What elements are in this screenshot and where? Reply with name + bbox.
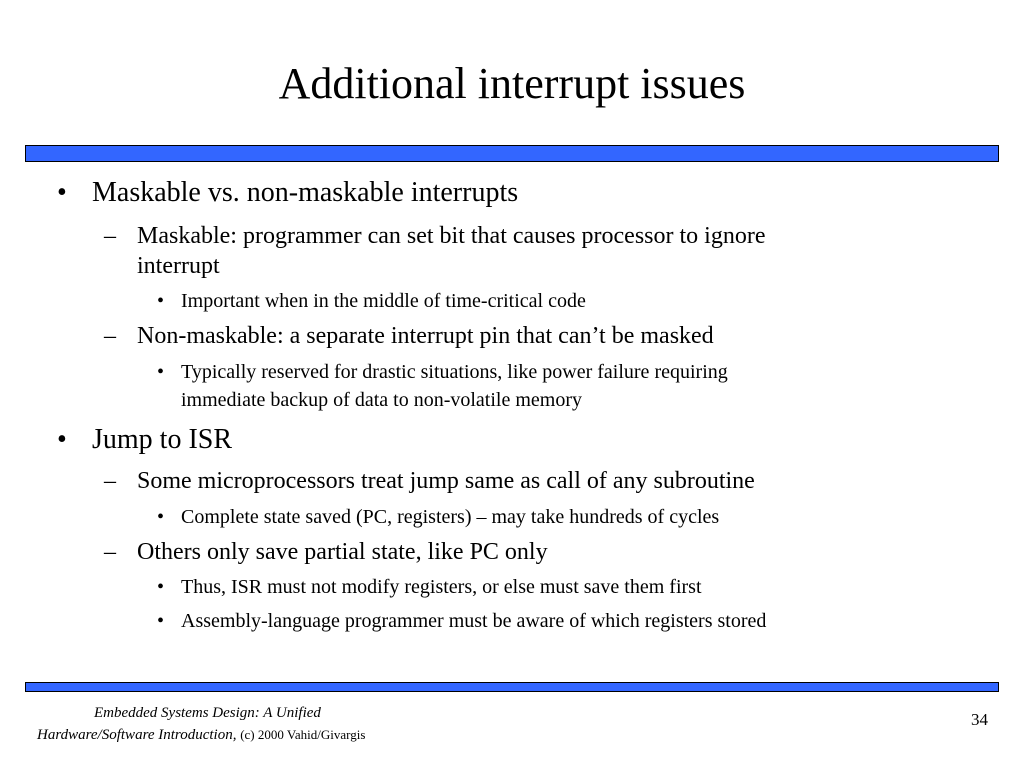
sub-sub-bullet-text: Typically reserved for drastic situations, like power failure requiring (181, 361, 728, 383)
sub-bullet-marker: – (104, 223, 116, 249)
sub-bullet-text: Maskable: programmer can set bit that causes processor to ignore (137, 223, 766, 249)
sub-sub-bullet-text: Complete state saved (PC, registers) – may take hundreds of cycles (181, 506, 720, 528)
slide-title: Additional interrupt issues (278, 59, 746, 108)
footer-book-title-line2: Hardware/Software Introduction, (37, 727, 237, 743)
footer-book-title-line1: Embedded Systems Design: A Unified (94, 705, 321, 721)
sub-sub-bullet-text: Thus, ISR must not modify registers, or else must save them first (181, 576, 702, 598)
bottom-divider-bar (25, 682, 999, 692)
sub-bullet-marker: – (104, 323, 116, 349)
sub-sub-bullet-marker: • (157, 361, 165, 383)
sub-sub-bullet-text-continued: immediate backup of data to non-volatile memory (181, 389, 582, 411)
sub-sub-bullet-marker: • (157, 506, 165, 528)
sub-bullet-text-continued: interrupt (137, 253, 220, 279)
sub-bullet-marker: – (104, 539, 116, 565)
sub-bullet-text: Non-maskable: a separate interrupt pin that can’t be masked (137, 323, 714, 349)
sub-sub-bullet-text: Important when in the middle of time-critical code (181, 290, 586, 312)
footer-copyright: (c) 2000 Vahid/Givargis (240, 727, 366, 742)
sub-sub-bullet-marker: • (157, 290, 165, 312)
page-number: 34 (971, 710, 988, 729)
sub-sub-bullet-marker: • (157, 576, 165, 598)
sub-sub-bullet-text: Assembly-language programmer must be aware of which registers stored (181, 610, 767, 632)
bullet-text: Maskable vs. non-maskable interrupts (92, 177, 519, 208)
sub-sub-bullet-marker: • (157, 610, 165, 632)
footer-book-title-line2-wrapper (37, 724, 365, 746)
sub-bullet-marker: – (104, 468, 116, 494)
bullet-marker: • (57, 177, 67, 208)
bullet-text: Jump to ISR (92, 424, 233, 455)
sub-bullet-text: Others only save partial state, like PC only (137, 539, 548, 565)
bullet-marker: • (57, 424, 67, 455)
sub-bullet-text: Some microprocessors treat jump same as call of any subroutine (137, 468, 755, 494)
